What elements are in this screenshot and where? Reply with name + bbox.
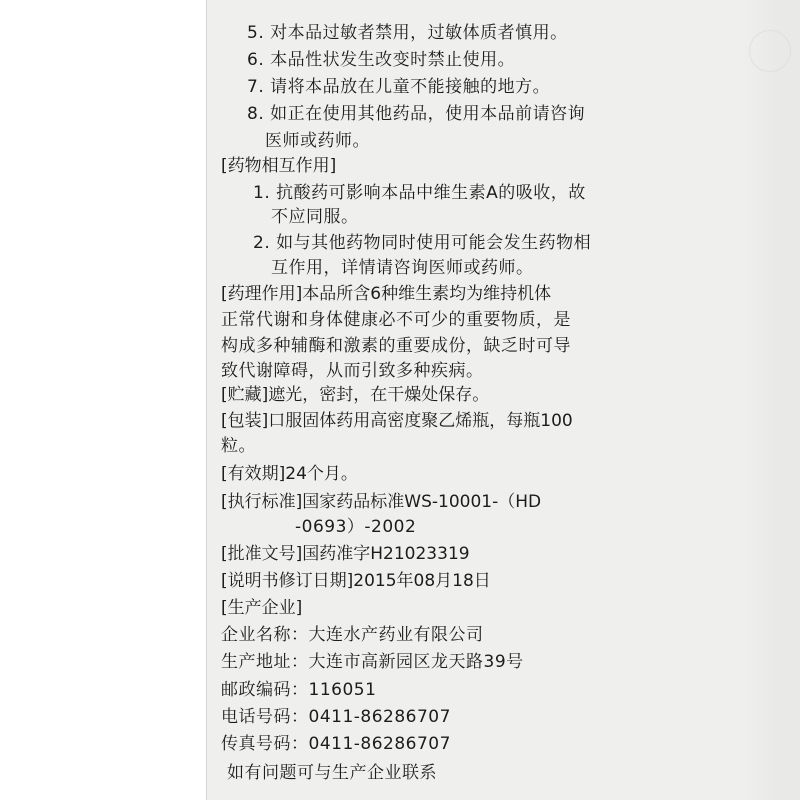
interaction-1-continued: 不应同服。 bbox=[271, 207, 359, 227]
precaution-8: 8. 如正在使用其他药品，使用本品前请咨询 bbox=[247, 104, 586, 124]
postal-code: 邮政编码：116051 bbox=[221, 680, 377, 700]
precaution-6: 6. 本品性状发生改变时禁止使用。 bbox=[247, 50, 516, 70]
standard-text: [执行标准]国家药品标准WS-10001-（HD bbox=[221, 492, 542, 512]
approval-number-text: [批准文号]国药准字H21023319 bbox=[221, 544, 470, 564]
leaflet-page bbox=[206, 0, 800, 800]
contact-note: 如有问题可与生产企业联系 bbox=[227, 763, 437, 783]
section-heading-manufacturer: [生产企业] bbox=[221, 598, 303, 618]
faint-seal-mark bbox=[749, 30, 791, 72]
bleed-through-shadow bbox=[741, 0, 800, 800]
package-text: [包装]口服固体药用高密度聚乙烯瓶，每瓶100 bbox=[221, 411, 573, 431]
precaution-7: 7. 请将本品放在儿童不能接触的地方。 bbox=[247, 77, 551, 97]
company-address: 生产地址：大连市高新园区龙天路39号 bbox=[221, 652, 524, 672]
storage-text: [贮藏]遮光，密封，在干燥处保存。 bbox=[221, 385, 490, 405]
phone-number: 电话号码：0411-86286707 bbox=[221, 707, 451, 727]
precaution-5: 5. 对本品过敏者禁用，过敏体质者慎用。 bbox=[247, 23, 568, 43]
pharmacology-text-3: 构成多种辅酶和激素的重要成份，缺乏时可导 bbox=[221, 336, 571, 356]
standard-text-2: -0693）-2002 bbox=[295, 517, 417, 537]
interaction-2-continued: 互作用，详情请咨询医师或药师。 bbox=[271, 258, 534, 278]
company-name: 企业名称：大连水产药业有限公司 bbox=[221, 625, 484, 645]
revision-date-text: [说明书修订日期]2015年08月18日 bbox=[221, 571, 491, 591]
interaction-2: 2. 如与其他药物同时使用可能会发生药物相 bbox=[253, 233, 592, 253]
precaution-8-continued: 医师或药师。 bbox=[265, 131, 370, 151]
pharmacology-text: [药理作用]本品所含6种维生素均为维持机体 bbox=[221, 284, 552, 304]
package-text-2: 粒。 bbox=[221, 436, 256, 456]
interaction-1: 1. 抗酸药可影响本品中维生素A的吸收，故 bbox=[253, 183, 586, 203]
shelf-life-text: [有效期]24个月。 bbox=[221, 464, 358, 484]
pharmacology-text-4: 致代谢障碍，从而引致多种疾病。 bbox=[221, 361, 484, 381]
fax-number: 传真号码：0411-86286707 bbox=[221, 734, 451, 754]
section-heading-interactions: [药物相互作用] bbox=[221, 156, 337, 176]
pharmacology-text-2: 正常代谢和身体健康必不可少的重要物质，是 bbox=[221, 310, 571, 330]
